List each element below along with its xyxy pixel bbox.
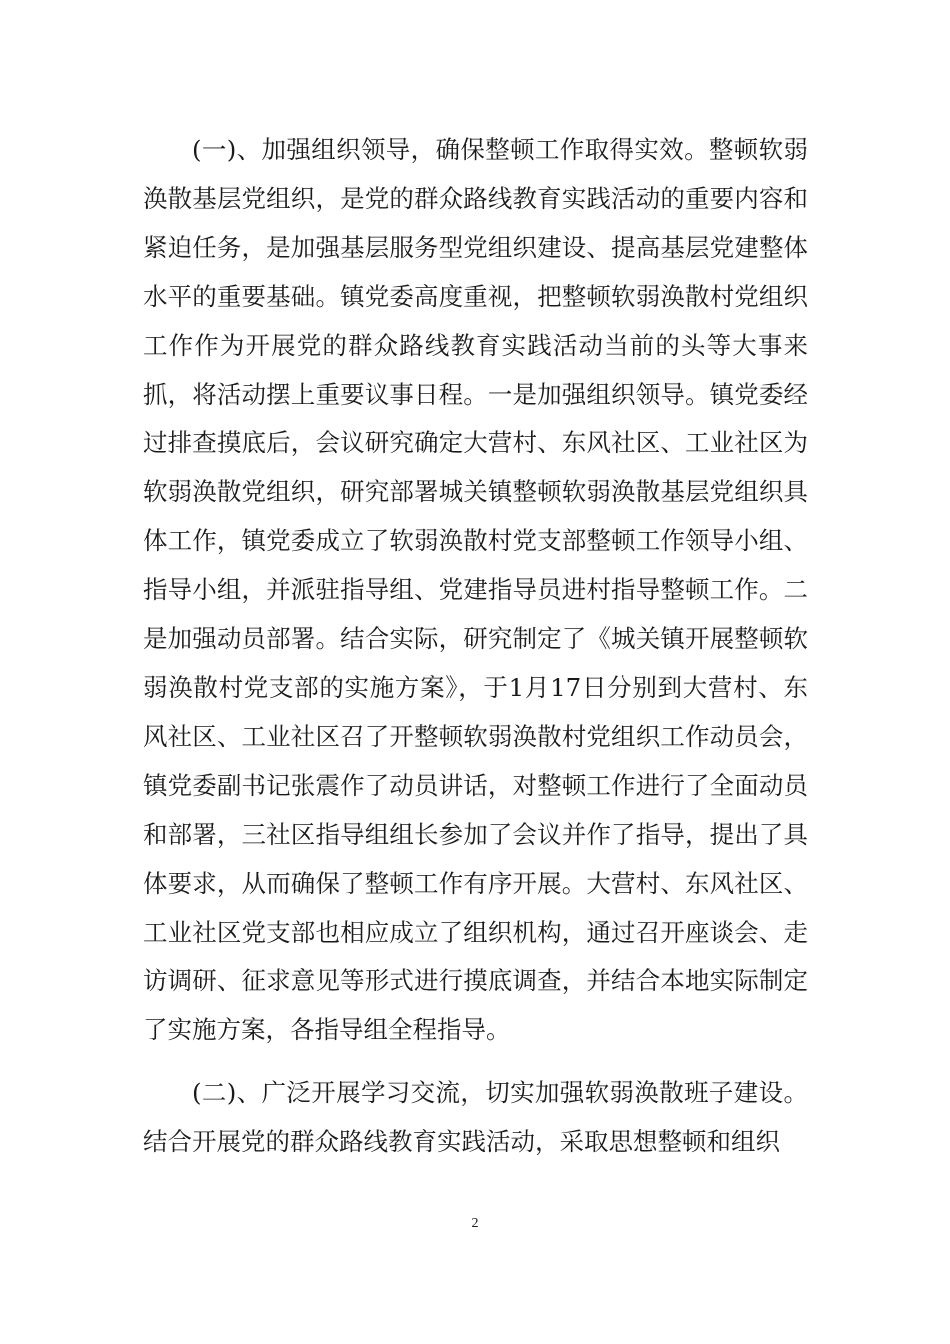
document-body [143,126,808,1167]
paragraph-2: (二)、广泛开展学习交流，切实加强软弱涣散班子建设。结合开展党的群众路线教育实践活动，采取思想整顿和组织 [143,1078,808,1157]
paragraph-1: (一)、加强组织领导，确保整顿工作取得实效。整顿软弱涣散基层党组织，是党的群众路线教育实践活动的重要内容和紧迫任务，是加强基层服务型党组织建设、提高基层党建整体水平的重要基础。镇党委高度重视，把整顿软弱涣散村党组织工作作为开展党的群众路线教育实践活动当前的头等大事来抓，将活动摆上重要议事日程。一是加强组织领导。镇党委经过排查摸底后，会议研究确定大营村、东风社区、工业社区为软弱涣散党组织，研究部署城关镇整顿软弱涣散基层党组织具体工作，镇党委成立了软弱涣散村党支部整顿工作领导小组、指导小组，并派驻指导组、党建指导员进村指导整顿工作。二是加强动员部署。结合实际，研究制定了《城关镇开展整顿软弱涣散村党支部的实施方案》，于1月17日分别到大营村、东风社区、工业社区召了开整顿软弱涣散村党组织工作动员会，镇党委副书记张震作了动员讲话，对整顿工作进行了全面动员和部署，三社区指导组组长参加了会议并作了指导，提出了具体要求，从而确保了整顿工作有序开展。大营村、东风社区、工业社区党支部也相应成立了组织机构，通过召开座谈会、走访调研、征求意见等形式进行摸底调查，并结合本地实际制定了实施方案，各指导组全程指导。 [143,135,808,1045]
page-number: 2 [471,1216,479,1231]
